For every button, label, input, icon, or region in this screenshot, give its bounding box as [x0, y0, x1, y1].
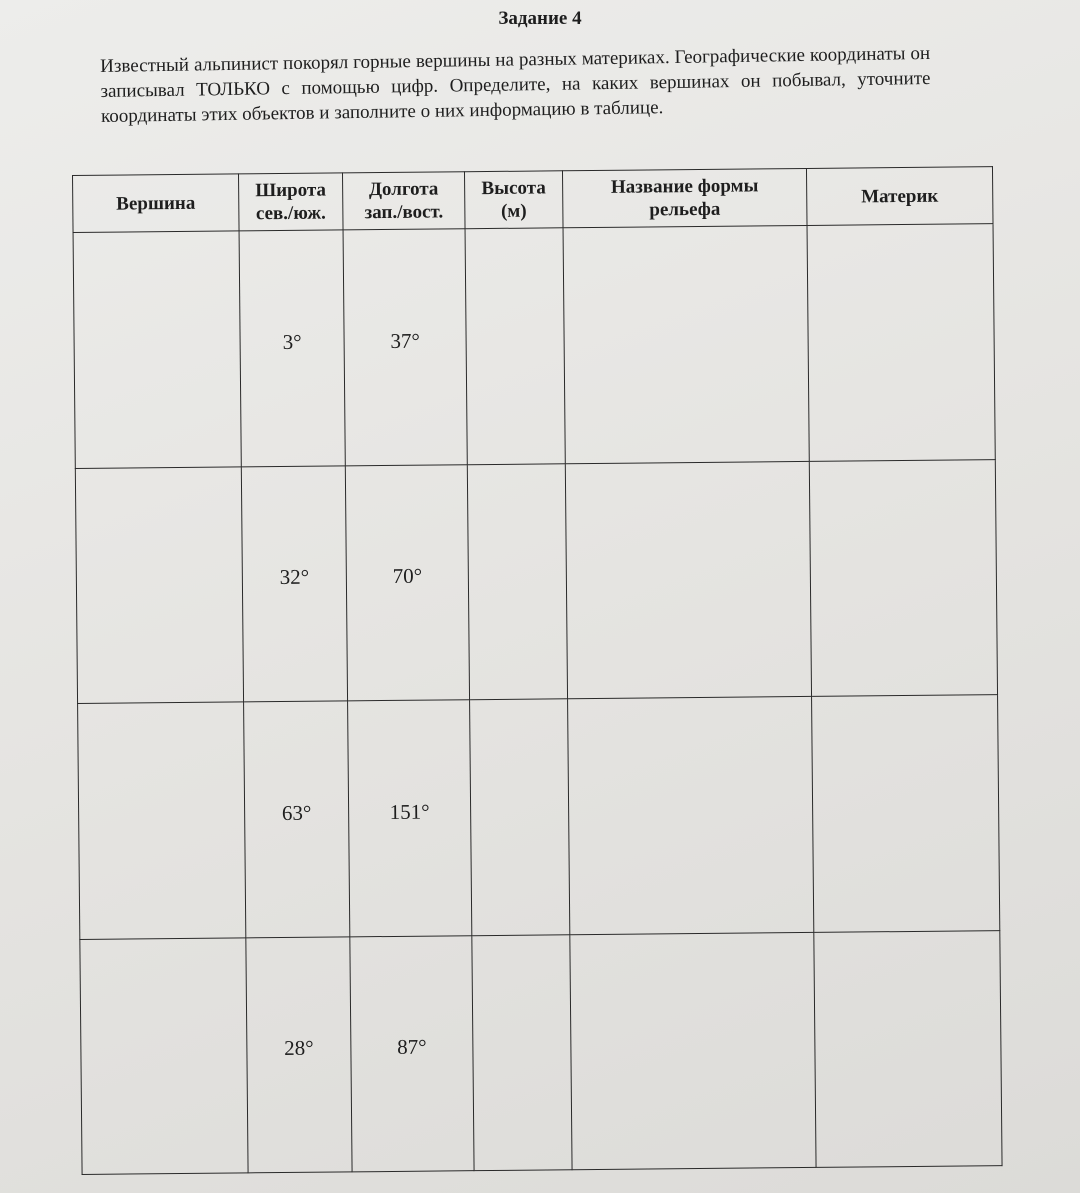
- cell-latitude: [244, 701, 350, 937]
- header-longitude-line2: зап./вост.: [364, 201, 444, 224]
- header-landform-line1: Название формы: [610, 175, 759, 198]
- latitude-value: 3°: [282, 329, 302, 354]
- header-latitude: [238, 173, 343, 231]
- table-row: [78, 695, 1000, 939]
- cell-landform[interactable]: [568, 696, 814, 934]
- header-height: [464, 171, 563, 229]
- header-continent: Материк: [806, 167, 993, 226]
- cell-landform[interactable]: [570, 932, 816, 1170]
- cell-latitude: [246, 936, 352, 1172]
- header-height-line2: (м): [500, 200, 527, 222]
- cell-peak[interactable]: [75, 466, 243, 703]
- header-peak: Вершина: [73, 174, 240, 233]
- longitude-value: 87°: [397, 1034, 427, 1060]
- cell-longitude: [348, 700, 472, 937]
- cell-height[interactable]: [470, 699, 570, 935]
- cell-longitude: [343, 229, 467, 466]
- cell-landform[interactable]: [565, 461, 811, 699]
- table-row: [73, 224, 995, 468]
- latitude-value: 32°: [279, 564, 310, 590]
- answer-table: [72, 166, 1003, 1175]
- cell-continent[interactable]: [812, 695, 1000, 932]
- longitude-value: 151°: [389, 799, 430, 824]
- cell-longitude: [350, 935, 474, 1172]
- cell-height[interactable]: [472, 934, 572, 1170]
- task-title: Задание 4: [498, 8, 582, 29]
- cell-peak[interactable]: [80, 937, 248, 1174]
- task-description: Известный альпинист покорял горные вершины на разных материках. Географические координаты он записывал ТОЛЬКО с помощью цифр. Определите, на каких вершинах он побывал, уточните координаты этих объектов и заполните о них информацию в таблице.: [100, 42, 931, 127]
- longitude-value: 37°: [390, 328, 420, 353]
- longitude-value: 70°: [392, 563, 423, 589]
- table-row: [75, 459, 997, 703]
- cell-latitude: [239, 230, 345, 466]
- header-landform-line2: рельефа: [649, 198, 721, 221]
- cell-landform[interactable]: [563, 225, 809, 463]
- cell-height[interactable]: [467, 463, 567, 699]
- cell-peak[interactable]: [73, 231, 241, 468]
- latitude-value: 28°: [284, 1035, 314, 1061]
- header-longitude-line1: Долгота: [368, 178, 439, 201]
- latitude-value: 63°: [281, 800, 312, 825]
- cell-latitude: [241, 465, 347, 701]
- cell-peak[interactable]: [78, 702, 246, 939]
- answer-table-wrapper: [72, 166, 1002, 1175]
- table-header-row: [73, 167, 994, 233]
- header-height-line1: Высота: [481, 177, 546, 200]
- cell-continent[interactable]: [814, 930, 1002, 1167]
- cell-continent[interactable]: [807, 224, 995, 461]
- header-latitude-line1: Широта: [255, 179, 327, 202]
- header-longitude: [342, 172, 465, 230]
- cell-continent[interactable]: [809, 459, 997, 696]
- cell-longitude: [345, 464, 469, 701]
- header-latitude-line2: сев./юж.: [255, 202, 326, 225]
- header-landform: [562, 168, 807, 227]
- table-row: [80, 930, 1002, 1174]
- cell-height[interactable]: [465, 228, 565, 464]
